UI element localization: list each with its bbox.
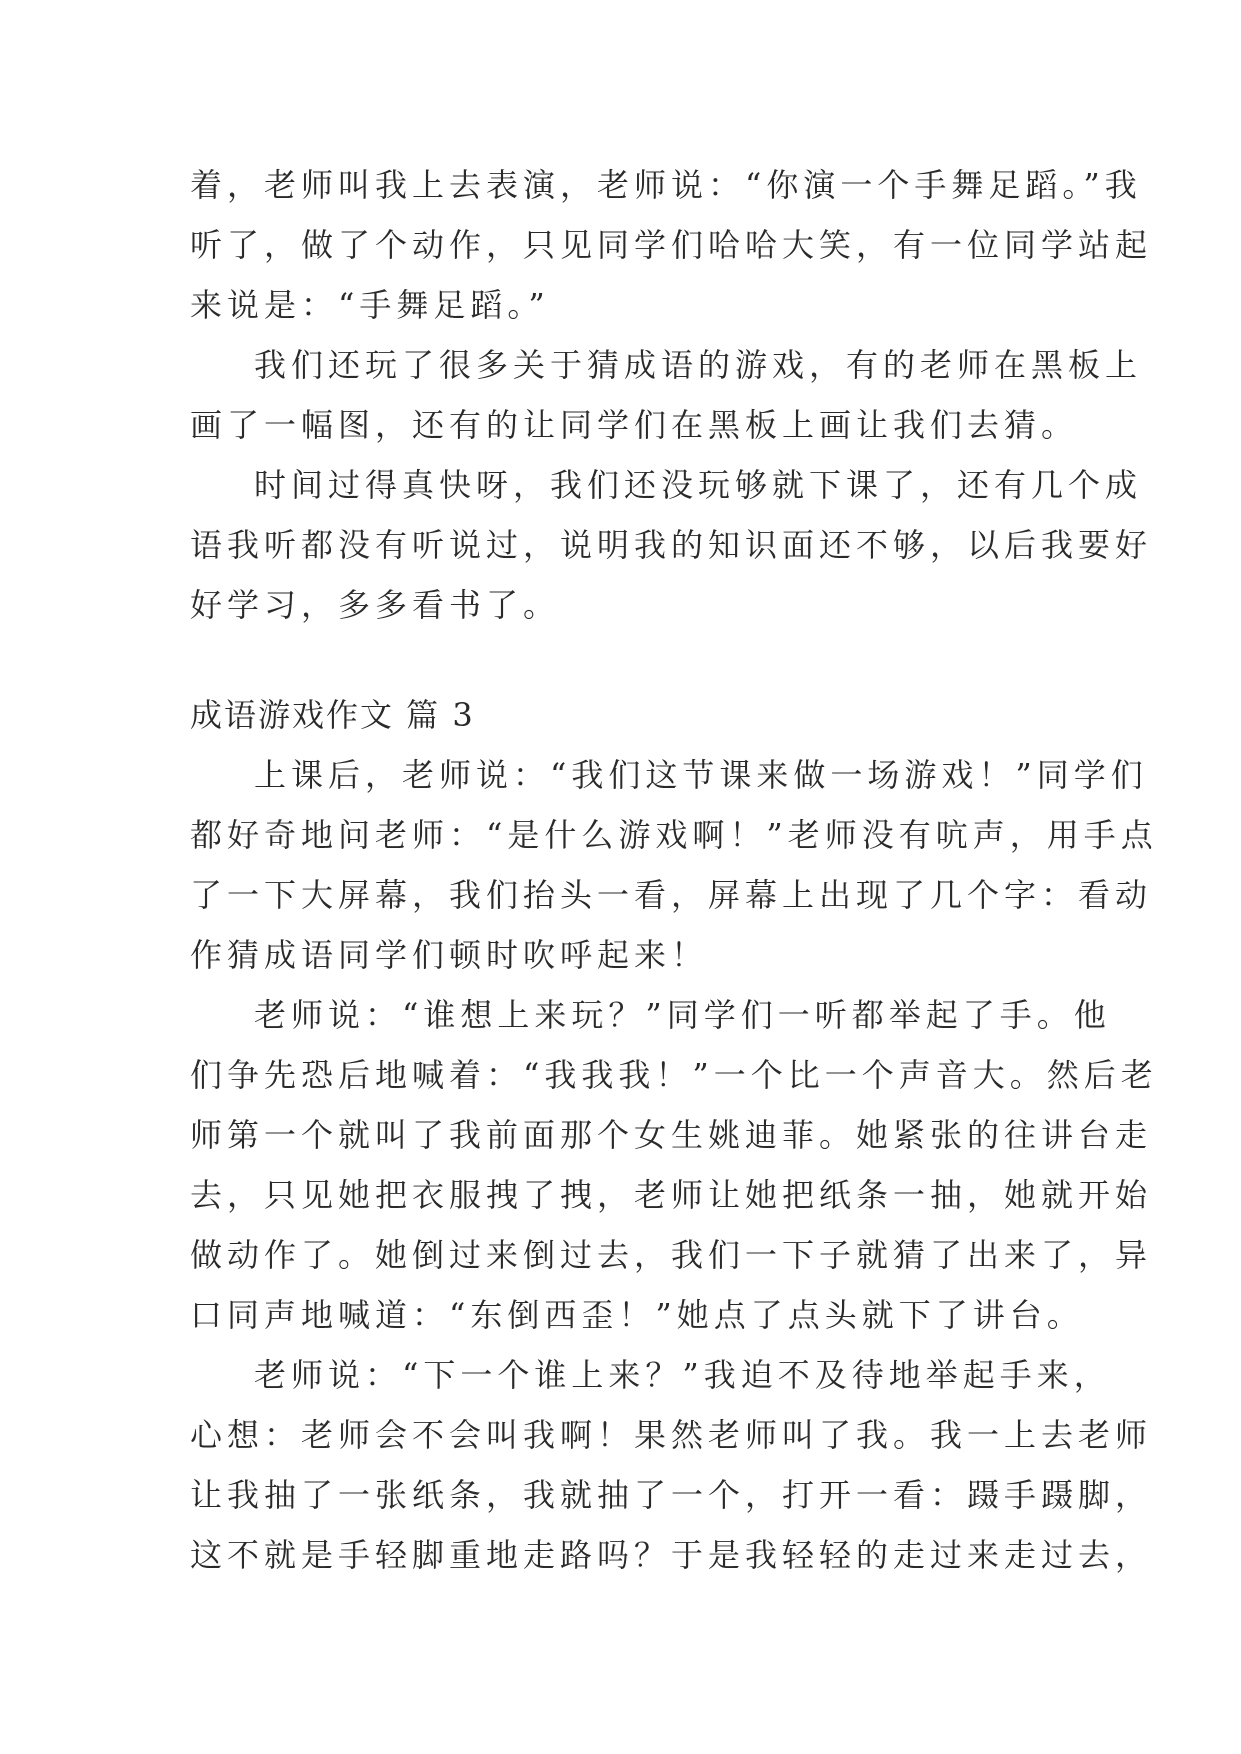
text-line: 做动作了。她倒过来倒过去，我们一下子就猜了出来了，异: [190, 1236, 1153, 1274]
text-line: 都好奇地问老师：“是什么游戏啊！”老师没有吭声，用手点: [190, 816, 1158, 854]
text-line: 们争先恐后地喊着：“我我我！”一个比一个声音大。然后老: [190, 1056, 1158, 1094]
text-line: 了一下大屏幕，我们抬头一看，屏幕上出现了几个字：看动: [190, 876, 1153, 914]
text-line: 师第一个就叫了我前面那个女生姚迪菲。她紧张的往讲台走: [190, 1116, 1153, 1154]
text-line: 我们还玩了很多关于猜成语的游戏，有的老师在黑板上: [254, 346, 1143, 384]
text-line: 时间过得真快呀，我们还没玩够就下课了，还有几个成: [254, 466, 1143, 504]
text-line: 好学习，多多看书了。: [190, 586, 561, 624]
paragraph-first-player: [190, 985, 1158, 1345]
text-line: 老师说：“谁想上来玩？”同学们一听都举起了手。他: [254, 996, 1111, 1034]
text-line: 作猜成语同学们顿时吹呼起来！: [190, 936, 709, 974]
paragraph-time-flies: [190, 455, 1153, 635]
paragraph-guessing-games: [190, 335, 1143, 455]
text-line: 去，只见她把衣服拽了拽，老师让她把纸条一抽，她就开始: [190, 1176, 1153, 1214]
text-line: 老师说：“下一个谁上来？”我迫不及待地举起手来，: [254, 1356, 1111, 1394]
text-line: 心想：老师会不会叫我啊！果然老师叫了我。我一上去老师: [190, 1416, 1153, 1454]
text-line: 语我听都没有听说过，说明我的知识面还不够，以后我要好: [190, 526, 1153, 564]
text-line: 上课后，老师说：“我们这节课来做一场游戏！”同学们: [254, 756, 1148, 794]
paragraph-class-start: [190, 745, 1158, 985]
text-line: 让我抽了一张纸条，我就抽了一个，打开一看：蹑手蹑脚，: [190, 1476, 1153, 1514]
text-line: 听了，做了个动作，只见同学们哈哈大笑，有一位同学站起: [190, 226, 1153, 264]
paragraph-second-player: [190, 1345, 1153, 1585]
section-gap: [190, 635, 1050, 685]
text-line: 画了一幅图，还有的让同学们在黑板上画让我们去猜。: [190, 406, 1079, 444]
text-line: 这不就是手轻脚重地走路吗？于是我轻轻的走过来走过去，: [190, 1536, 1153, 1574]
section-title: 成语游戏作文 篇 3: [190, 696, 475, 734]
paragraph-continuation: [190, 155, 1153, 335]
text-line: 来说是：“手舞足蹈。”: [190, 286, 550, 324]
text-line: 着，老师叫我上去表演，老师说：“你演一个手舞足蹈。”我: [190, 166, 1142, 204]
text-line: 口同声地喊道：“东倒西歪！”她点了点头就下了讲台。: [190, 1296, 1084, 1334]
document-body: [190, 155, 1158, 1585]
